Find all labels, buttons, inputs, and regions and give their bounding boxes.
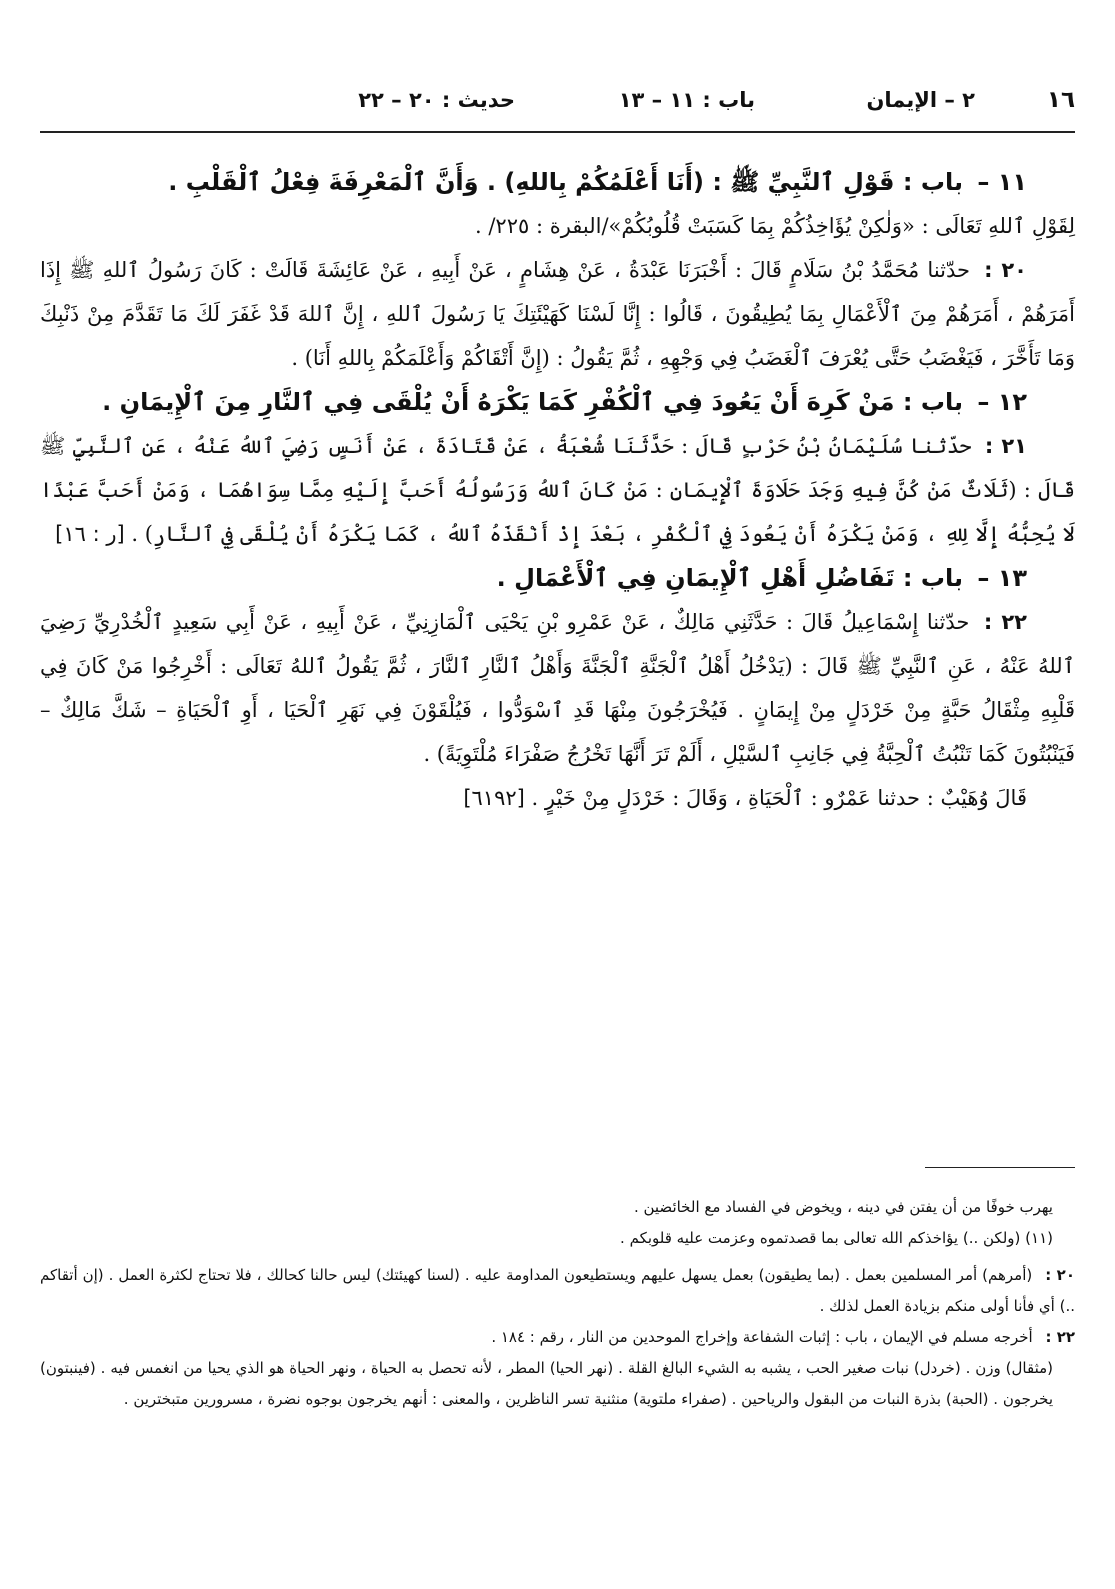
page-number: ١٦ — [1046, 87, 1075, 113]
chapter-title-text: باب : مَنْ كَرِهَ أَنْ يَعُودَ فِي ٱلْكُفْرِ كَمَا يَكْرَهُ أَنْ يُلْقَى فِي ٱلنَّارِ مِنَ ٱلْإِيمَانِ . — [102, 388, 963, 416]
running-header — [40, 82, 1075, 118]
quran-citation: لِقَوْلِ ٱللهِ تَعَالَى : «وَلٰكِنْ يُؤَاخِذُكُمْ بِمَا كَسَبَتْ قُلُوبُكُمْ»/البقرة : ٢٢٥/ . — [474, 214, 1075, 238]
hadith-range: حديث : ٢٠ – ٢٢ — [358, 88, 515, 112]
hadith-20 — [40, 248, 1075, 380]
hadith-text: حدّثنا إِسْمَاعِيلُ قَالَ : حَدَّثَنِي مَالِكٌ ، عَنْ عَمْرِو بْنِ يَحْيَى ٱلْمَازِنِيِّ ، عَنْ أَبِيهِ ، عَنْ أَبِي سَعِيدٍ ٱلْخُدْرِيِّ رَضِيَ ٱللهُ عَنْهُ ، عَنِ ٱلنَّبِيِّ ﷺ قَالَ : (يَدْخُلُ أَهْلُ ٱلْجَنَّةِ ٱلْجَنَّةَ وَأَهْلُ ٱلنَّارِ ٱلنَّارَ ، ثُمَّ يَقُولُ ٱللهُ تَعَالَى : أَخْرِجُوا مَنْ كَانَ فِي قَلْبِهِ مِثْقَالُ حَبَّةٍ مِنْ خَرْدَلٍ مِنْ إِيمَانٍ . فَيُخْرَجُونَ مِنْهَا قَدِ ٱسْوَدُّوا ، فَيُلْقَوْنَ فِي نَهَرِ ٱلْحَيَا ، أَوِ ٱلْحَيَاةِ – شَكَّ مَالِكٌ – فَيَنْبُتُونَ كَمَا تَنْبُتُ ٱلْحِبَّةُ فِي جَانِبِ ٱلسَّيْلِ ، أَلَمْ تَرَ أَنَّهَا تَخْرُجُ صَفْرَاءَ مُلْتَوِيَةً) . — [40, 610, 1075, 766]
hadith-number: ٢٢ : — [983, 610, 1027, 634]
header-rule — [40, 131, 1075, 133]
footnote — [40, 1322, 1075, 1353]
book-page — [40, 0, 1075, 1589]
footnotes — [40, 1192, 1075, 1415]
chapter-title-text: باب : تَفَاضُلِ أَهْلِ ٱلْإِيمَانِ فِي ٱلْأَعْمَالِ . — [496, 564, 963, 592]
chapter-number: ١٢ – — [977, 388, 1027, 416]
footnote — [40, 1353, 1075, 1415]
chapter-range: باب : ١١ – ١٣ — [618, 88, 755, 112]
footnote — [40, 1260, 1075, 1322]
hadith-21 — [40, 424, 1075, 556]
footnote-rule — [925, 1167, 1075, 1168]
cross-reference: [ر : ١٦] — [55, 522, 125, 546]
book-title: ٢ – الإيمان — [866, 88, 975, 112]
hadith-text: حدّثنا سُلَيْمَانُ بْنُ حَرْبٍ قَالَ : حَدَّثَنَا شُعْبَةُ ، عَنْ قَتَادَةَ ، عَنْ أَنَسٍ رَضِيَ ٱللهُ عَنْهُ ، عَنِ ٱلنَّبِيِّ ﷺ قَالَ : (ثَلَاثٌ مَنْ كُنَّ فِيهِ وَجَدَ حَلَاوَةَ ٱلْإِيمَانِ : مَنْ كَانَ ٱللهُ وَرَسُولُهُ أَحَبَّ إِلَيْهِ مِمَّا سِوَاهُمَا ، وَمَنْ أَحَبَّ عَبْدًا لَا يُحِبُّهُ إِلَّا لِلهِ ، وَمَنْ يَكْرَهُ أَنْ يَعُودَ فِي ٱلْكُفْرِ ، بَعْدَ إِذْ أَنْقَذَهُ ٱللهُ ، كَمَا يَكْرَهُ أَنْ يُلْقَى فِي ٱلنَّارِ) . — [40, 434, 1075, 546]
hadith-number: ٢١ : — [984, 434, 1027, 458]
footnote-text: (مثقال) وزن . (خردل) نبات صغير الحب ، يشبه به الشيء البالغ القلة . (نهر الحيا) المطر ، لأنه تحصل به الحياة ، ونهر الحياة هو الذي يحيا من انغمس فيه . (فينبتون) يخرجون . (الحبة) بذرة النبات من البقول والرياحين . (صفراء ملتوية) منثنية تسر الناظرين ، والمعنى : أنهم يخرجون بوجوه نضرة ، مسرورين متبخترين . — [40, 1359, 1053, 1408]
chapter-number: ١١ – — [977, 168, 1027, 196]
footnote-number: ٢٢ : — [1045, 1328, 1075, 1346]
chapter-title-text: باب : قَوْلِ ٱلنَّبِيِّ ﷺ : (أَنَا أَعْلَمُكُمْ بِاللهِ) . وَأَنَّ ٱلْمَعْرِفَةَ فِعْلُ ٱلْقَلْبِ . — [168, 168, 963, 196]
note-text: قَالَ وُهَيْبٌ : حدثنا عَمْرٌو : ٱلْحَيَاةِ ، وَقَالَ : خَرْدَلٍ مِنْ خَيْرٍ . — [531, 786, 1027, 810]
footnote-text: (أمرهم) أمر المسلمين بعمل . (بما يطيقون) بعمل يسهل عليهم ويستطيعون المداومة عليه . (لسنا كهيئتك) ليس حالنا كحالك ، فلا تحتاج لكثرة العمل . (إن أتقاكم ..) أي فأنا أولى منكم بزيادة العمل لذلك . — [40, 1266, 1075, 1315]
chapter-heading-11 — [40, 160, 1075, 204]
hadith-number: ٢٠ : — [984, 258, 1027, 282]
hadith-22 — [40, 600, 1075, 776]
chapter-heading-12 — [40, 380, 1075, 424]
chapter-heading-13 — [40, 556, 1075, 600]
main-text — [40, 160, 1075, 820]
footnote-number: ٢٠ : — [1045, 1266, 1075, 1284]
footnote — [40, 1223, 1075, 1254]
hadith-text: حدّثنا مُحَمَّدُ بْنُ سَلَامٍ قَالَ : أَخْبَرَنَا عَبْدَةُ ، عَنْ هِشَامٍ ، عَنْ أَبِيهِ ، عَنْ عَائِشَةَ قَالَتْ : كَانَ رَسُولُ ٱللهِ ﷺ إِذَا أَمَرَهُمْ ، أَمَرَهُمْ مِنَ ٱلْأَعْمَالِ بِمَا يُطِيقُونَ ، قَالُوا : إِنَّا لَسْنَا كَهَيْئَتِكَ يَا رَسُولَ ٱللهِ ، إِنَّ ٱللهَ قَدْ غَفَرَ لَكَ مَا تَقَدَّمَ مِنْ ذَنْبِكَ وَمَا تَأَخَّرَ ، فَيَغْضَبُ حَتَّى يُعْرَفَ ٱلْغَضَبُ فِي وَجْهِهِ ، ثُمَّ يَقُولُ : (إِنَّ أَتْقَاكُمْ وَأَعْلَمَكُمْ بِاللهِ أَنَا) . — [40, 258, 1075, 370]
footnote — [40, 1192, 1075, 1223]
footnote-text: (١١) (ولكن ..) يؤاخذكم الله تعالى بما قصدتموه وعزمت عليه قلوبكم . — [620, 1229, 1053, 1247]
footnote-text: يهرب خوفًا من أن يفتن في دينه ، ويخوض في الفساد مع الخائضين . — [633, 1198, 1053, 1216]
footnote-text: أخرجه مسلم في الإيمان ، باب : إثبات الشفاعة وإخراج الموحدين من النار ، رقم : ١٨٤ . — [491, 1328, 1033, 1346]
cross-reference: [٦١٩٢] — [463, 786, 525, 810]
chapter-number: ١٣ – — [977, 564, 1027, 592]
hadith-22-note — [40, 776, 1075, 820]
